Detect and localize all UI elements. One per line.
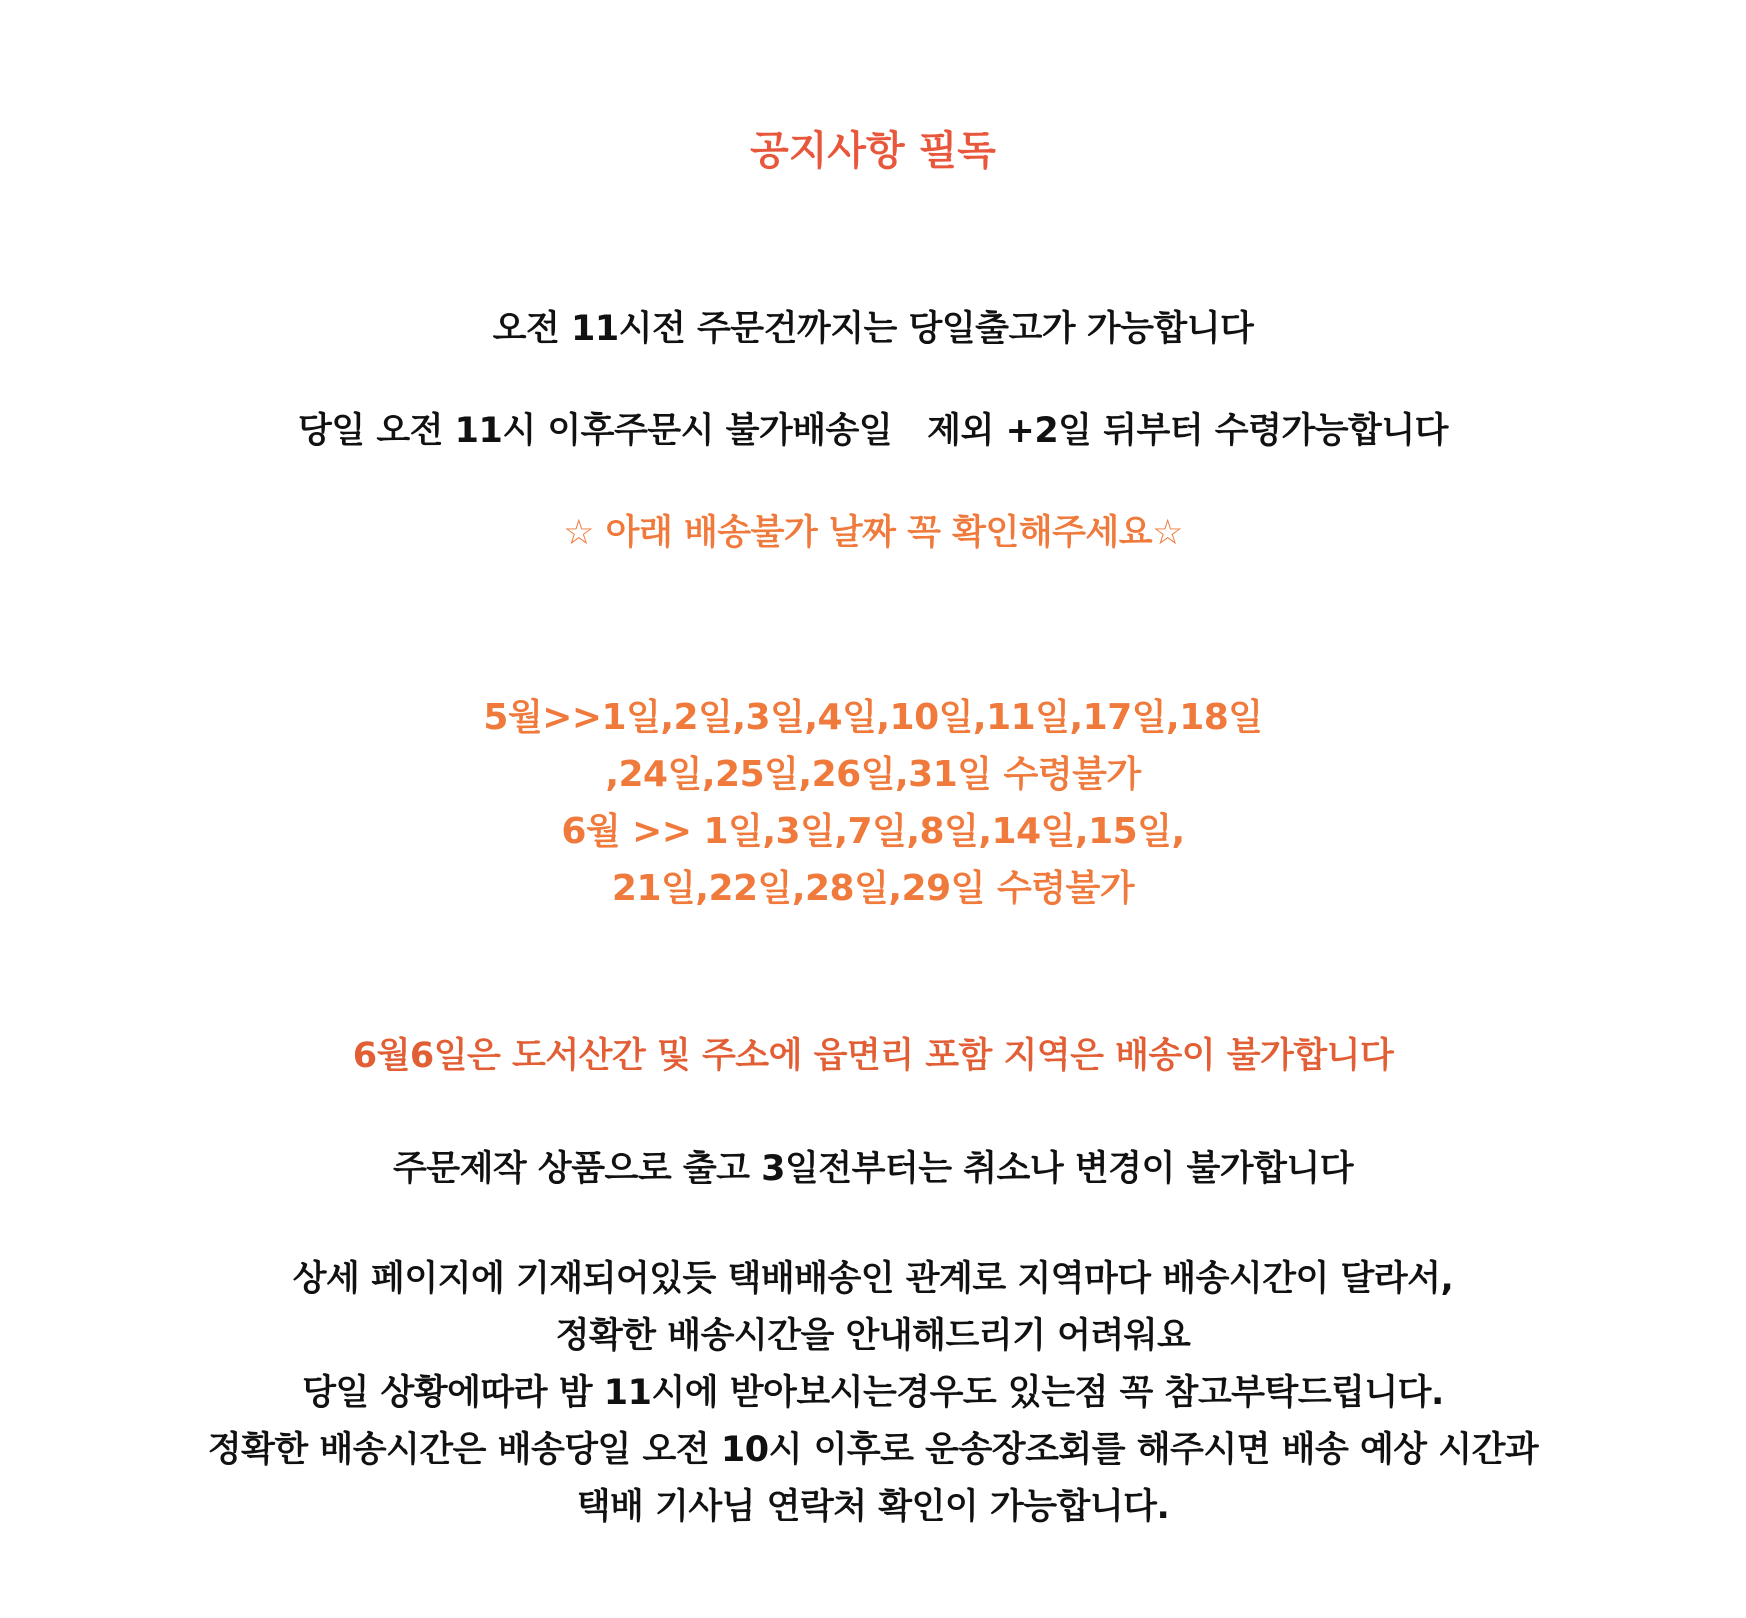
delivery-info-line: 택배 기사님 연락처 확인이 가능합니다. <box>576 1487 1170 1527</box>
delivery-info-line: 정확한 배송시간을 안내해드리기 어려워요 <box>555 1316 1191 1356</box>
blocked-dates-line: 6월 >> 1일,3일,7일,8일,14일,15일, <box>561 811 1185 852</box>
check-dates-text: ☆ 아래 배송불가 날짜 꼭 확인해주세요☆ <box>563 513 1183 553</box>
same-day-shipping-text: 오전 11시전 주문건까지는 당일출고가 가능합니다 <box>492 309 1254 349</box>
delivery-info-line: 정확한 배송시간은 배송당일 오전 10시 이후로 운송장조회를 해주시면 배송 예상 시간과 <box>207 1430 1539 1470</box>
page-title: 공지사항 필독 <box>750 128 996 174</box>
after-cutoff-text: 당일 오전 11시 이후주문시 불가배송일 제외 +2일 뒤부터 수령가능합니다 <box>298 411 1448 451</box>
june6-restriction-text: 6월6일은 도서산간 및 주소에 읍면리 포함 지역은 배송이 불가합니다 <box>352 1036 1394 1076</box>
delivery-info-line: 상세 페이지에 기재되어있듯 택배배송인 관계로 지역마다 배송시간이 달라서, <box>292 1259 1454 1299</box>
blocked-dates-line: 5월>>1일,2일,3일,4일,10일,11일,17일,18일 <box>483 697 1263 738</box>
delivery-info-line: 당일 상황에따라 밤 11시에 받아보시는경우도 있는점 꼭 참고부탁드립니다. <box>302 1373 1444 1413</box>
cancel-policy-text: 주문제작 상품으로 출고 3일전부터는 취소나 변경이 불가합니다 <box>392 1149 1354 1189</box>
blocked-dates-line: ,24일,25일,26일,31일 수령불가 <box>605 754 1141 795</box>
blocked-dates-line: 21일,22일,28일,29일 수령불가 <box>611 868 1135 909</box>
